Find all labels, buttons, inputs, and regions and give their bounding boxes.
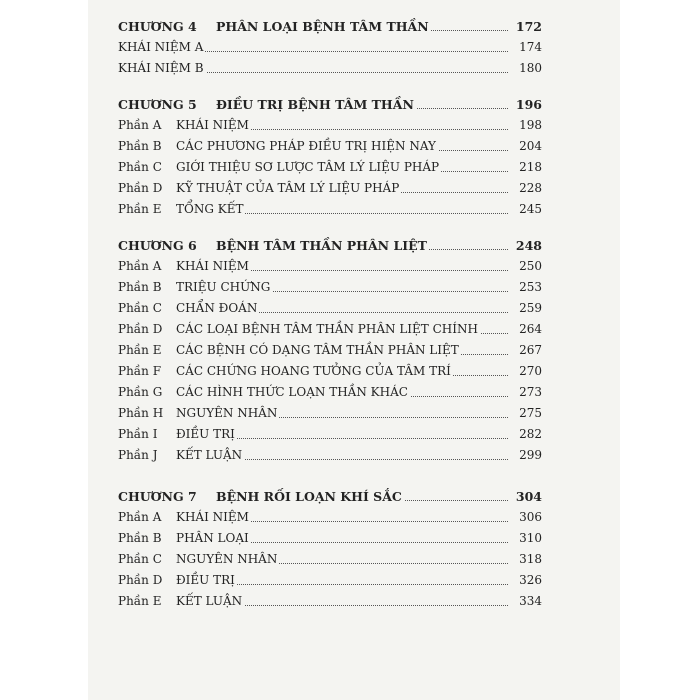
page-number: 259 — [508, 298, 542, 319]
part-label: Phần G — [118, 385, 163, 399]
toc-entry — [118, 136, 542, 157]
toc-entry — [118, 115, 542, 136]
toc-entry — [118, 199, 542, 220]
entry-title: NGUYÊN NHÂN — [176, 552, 278, 566]
part-label: Phần E — [118, 594, 162, 608]
entry-title: ĐIỀU TRỊ — [176, 573, 235, 587]
page-number: 304 — [508, 486, 542, 507]
part-label: Phần A — [118, 510, 162, 524]
toc-chapter-heading — [118, 235, 542, 256]
part-label: Phần E — [118, 202, 162, 216]
page-number: 204 — [508, 136, 542, 157]
entry-title: CÁC BỆNH CÓ DẠNG TÂM THẦN PHÂN LIỆT — [176, 343, 459, 357]
chapter-label: CHƯƠNG 5 — [118, 97, 197, 112]
part-label: Phần A — [118, 259, 162, 273]
entry-title: CÁC LOẠI BỆNH TÂM THẦN PHÂN LIỆT CHÍNH — [176, 322, 478, 336]
page-number: 253 — [508, 277, 542, 298]
toc-entry — [118, 361, 542, 382]
entry-title: KHÁI NIỆM — [176, 259, 249, 273]
page-number: 270 — [508, 361, 542, 382]
toc-entry — [118, 298, 542, 319]
entry-title: KẾT LUẬN — [176, 594, 243, 608]
entry-title: TRIỆU CHỨNG — [176, 280, 271, 294]
entry-title: KHÁI NIỆM B — [118, 58, 206, 79]
page-number: 196 — [508, 94, 542, 115]
toc-entry — [118, 277, 542, 298]
toc-chapter-heading — [118, 94, 542, 115]
part-label: Phần J — [118, 448, 158, 462]
chapter-title: PHÂN LOẠI BỆNH TÂM THẦN — [216, 19, 429, 34]
page-number: 275 — [508, 403, 542, 424]
page-number: 248 — [508, 235, 542, 256]
chapter-label: CHƯƠNG 4 — [118, 19, 197, 34]
page-number: 299 — [508, 445, 542, 466]
part-label: Phần F — [118, 364, 162, 378]
page-number: 334 — [508, 591, 542, 612]
part-label: Phần D — [118, 573, 163, 587]
entry-title: KẾT LUẬN — [176, 448, 243, 462]
page-number: 306 — [508, 507, 542, 528]
page-number: 228 — [508, 178, 542, 199]
part-label: Phần A — [118, 118, 162, 132]
toc-section-chapter-5 — [118, 94, 542, 220]
entry-title: GIỚI THIỆU SƠ LƯỢC TÂM LÝ LIỆU PHÁP — [176, 160, 440, 174]
toc-chapter-heading — [118, 486, 542, 507]
entry-title: PHÂN LOẠI — [176, 531, 249, 545]
page-number: 172 — [508, 16, 542, 37]
page-number: 250 — [508, 256, 542, 277]
page-number: 198 — [508, 115, 542, 136]
page-number: 326 — [508, 570, 542, 591]
page-number: 245 — [508, 199, 542, 220]
page-number: 310 — [508, 528, 542, 549]
part-label: Phần D — [118, 181, 163, 195]
entry-title: CHẨN ĐOÁN — [176, 301, 258, 315]
toc-entry — [118, 507, 542, 528]
page-number: 267 — [508, 340, 542, 361]
toc-entry — [118, 58, 542, 79]
toc-entry — [118, 570, 542, 591]
page-number: 174 — [508, 37, 542, 58]
toc-section-chapter-6 — [118, 235, 542, 466]
toc-entry — [118, 549, 542, 570]
entry-title: ĐIỀU TRỊ — [176, 427, 235, 441]
table-of-contents — [118, 16, 542, 612]
toc-section-chapter-4 — [118, 16, 542, 79]
part-label: Phần H — [118, 406, 164, 420]
page-number: 282 — [508, 424, 542, 445]
toc-entry — [118, 340, 542, 361]
page-number: 218 — [508, 157, 542, 178]
part-label: Phần C — [118, 160, 162, 174]
toc-chapter-heading — [118, 16, 542, 37]
part-label: Phần B — [118, 531, 162, 545]
part-label: Phần D — [118, 322, 163, 336]
entry-title: KỸ THUẬT CỦA TÂM LÝ LIỆU PHÁP — [176, 181, 400, 195]
toc-entry — [118, 424, 542, 445]
chapter-label: CHƯƠNG 7 — [118, 489, 197, 504]
toc-entry — [118, 591, 542, 612]
chapter-title: ĐIỀU TRỊ BỆNH TÂM THẦN — [216, 97, 414, 112]
page-number: 180 — [508, 58, 542, 79]
toc-entry — [118, 382, 542, 403]
toc-entry — [118, 256, 542, 277]
page-number: 273 — [508, 382, 542, 403]
toc-entry — [118, 178, 542, 199]
entry-title: KHÁI NIỆM A — [118, 37, 205, 58]
part-label: Phần I — [118, 427, 158, 441]
toc-entry — [118, 157, 542, 178]
toc-section-chapter-7 — [118, 486, 542, 612]
toc-entry — [118, 445, 542, 466]
toc-entry — [118, 319, 542, 340]
chapter-title: BỆNH TÂM THẦN PHÂN LIỆT — [216, 238, 427, 253]
entry-title: KHÁI NIỆM — [176, 510, 249, 524]
entry-title: KHÁI NIỆM — [176, 118, 249, 132]
part-label: Phần C — [118, 301, 162, 315]
part-label: Phần B — [118, 280, 162, 294]
entry-title: CÁC PHƯƠNG PHÁP ĐIỀU TRỊ HIỆN NAY — [176, 139, 436, 153]
chapter-title: BỆNH RỐI LOẠN KHÍ SẮC — [216, 489, 402, 504]
part-label: Phần C — [118, 552, 162, 566]
toc-entry — [118, 403, 542, 424]
toc-entry — [118, 528, 542, 549]
entry-title: CÁC HÌNH THỨC LOẠN THẦN KHÁC — [176, 385, 408, 399]
part-label: Phần E — [118, 343, 162, 357]
part-label: Phần B — [118, 139, 162, 153]
entry-title: TỔNG KẾT — [176, 202, 244, 216]
toc-entry — [118, 37, 542, 58]
entry-title: CÁC CHỨNG HOANG TƯỞNG CỦA TÂM TRÍ — [176, 364, 451, 378]
entry-title: NGUYÊN NHÂN — [176, 406, 278, 420]
chapter-label: CHƯƠNG 6 — [118, 238, 197, 253]
page-number: 264 — [508, 319, 542, 340]
page-number: 318 — [508, 549, 542, 570]
